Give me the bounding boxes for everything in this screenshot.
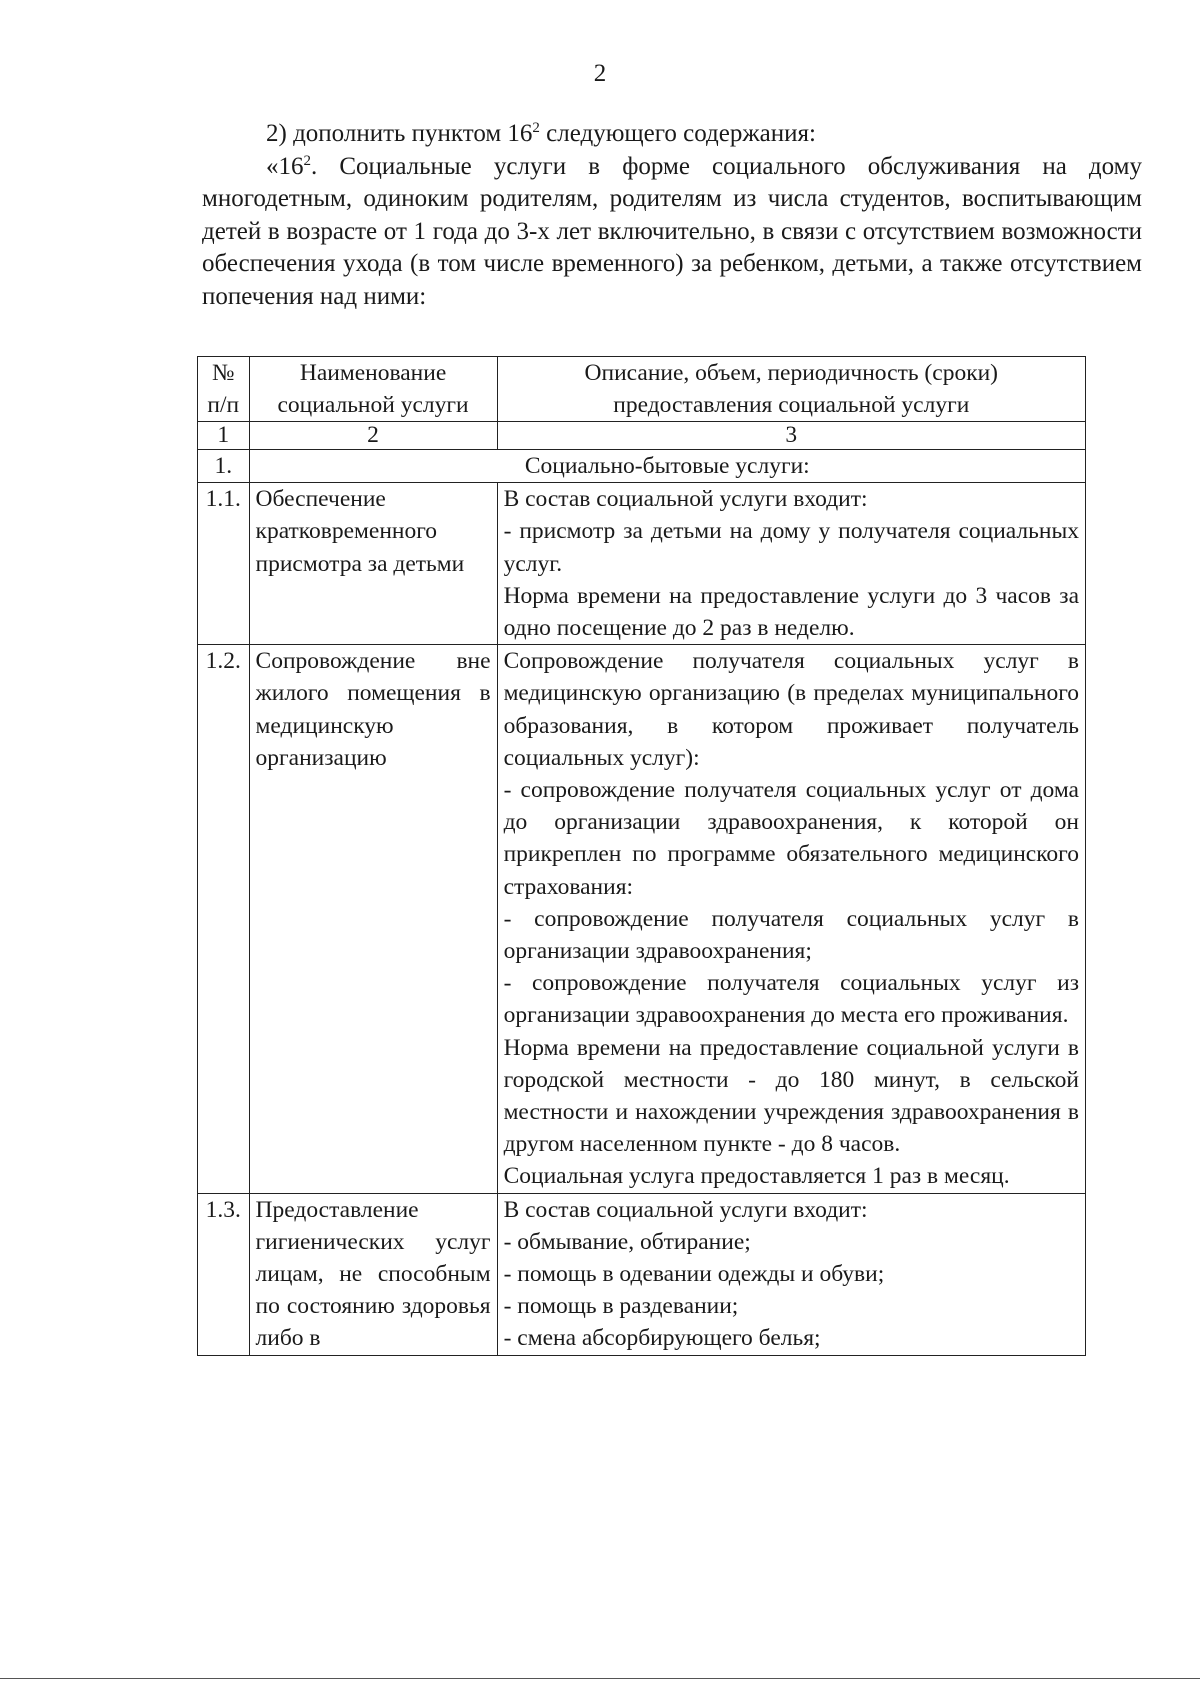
header-description: Описание, объем, периодичность (сроки) предоставления социальной услуги	[497, 357, 1085, 422]
header-name: Наименование социальной услуги	[249, 357, 497, 422]
header-num: № п/п	[198, 357, 250, 422]
intro-text	[202, 118, 1142, 313]
services-table	[197, 356, 1086, 1356]
column-number: 3	[497, 422, 1085, 450]
row-description: В состав социальной услуги входит: - присмотр за детьми на дому у получателя социальных услуг. Норма времени на предоставление услуги до 3 часов за одно посещение до 2 раз в неделю.	[497, 483, 1085, 645]
section-row	[198, 450, 1086, 483]
table-header-row	[198, 357, 1086, 422]
row-num: 1.2.	[198, 645, 250, 1193]
section-title: Социально-бытовые услуги:	[249, 450, 1085, 483]
column-number-row	[198, 422, 1086, 450]
intro-paragraph-2: «$16^2$. Социальные услуги в форме социального обслуживания на дому многодетным, одиноким родителям, родителям из числа студентов, воспитывающим детей в возрасте от 1 года до 3-х лет включительно, в связи с отсутствием возможности обеспечения ухода (в том числе временного) за ребенком, детьми, а также отсутствием попечения над ними:	[202, 152, 1142, 310]
column-number: 1	[198, 422, 250, 450]
table-row	[198, 1193, 1086, 1355]
column-number: 2	[249, 422, 497, 450]
row-num: 1.3.	[198, 1193, 250, 1355]
row-description: Сопровождение получателя социальных услуг в медицинскую организацию (в пределах муниципального образования, в котором проживает получатель социальных услуг): - сопровождение получателя социальных услуг от дома до организации здравоохранения, к которой он прикреплен по программе обязательного медицинского страхования: - сопровождение получателя социальных услуг в организации здравоохранения; - сопровождение получателя социальных услуг из организации здравоохранения до места его проживания. Норма времени на предоставление социальной услуги в городской местности - до 180 минут, в сельской местности и нахождении учреждения здравоохранения в другом населенном пункте - до 8 часов. Социальная услуга предоставляется 1 раз в месяц.	[497, 645, 1085, 1193]
page-number: 2	[593, 60, 607, 87]
row-service-name: Обеспечение кратковременного присмотра за детьми	[249, 483, 497, 645]
page-bottom-rule	[0, 1678, 1200, 1679]
row-num: 1.1.	[198, 483, 250, 645]
row-description: В состав социальной услуги входит: - обмывание, обтирание; - помощь в одевании одежды и обуви; - помощь в раздевании; - смена абсорбирующего белья;	[497, 1193, 1085, 1355]
intro-paragraph-1: 2) дополнить пунктом $16^2$ следующего содержания:	[266, 120, 816, 147]
table-row	[198, 645, 1086, 1193]
row-service-name: Сопровождение вне жилого помещения в медицинскую организацию	[249, 645, 497, 1193]
row-service-name: Предоставление гигиенических услуг лицам, не способным по состоянию здоровья либо в	[249, 1193, 497, 1355]
section-num: 1.	[198, 450, 250, 483]
table-row	[198, 483, 1086, 645]
